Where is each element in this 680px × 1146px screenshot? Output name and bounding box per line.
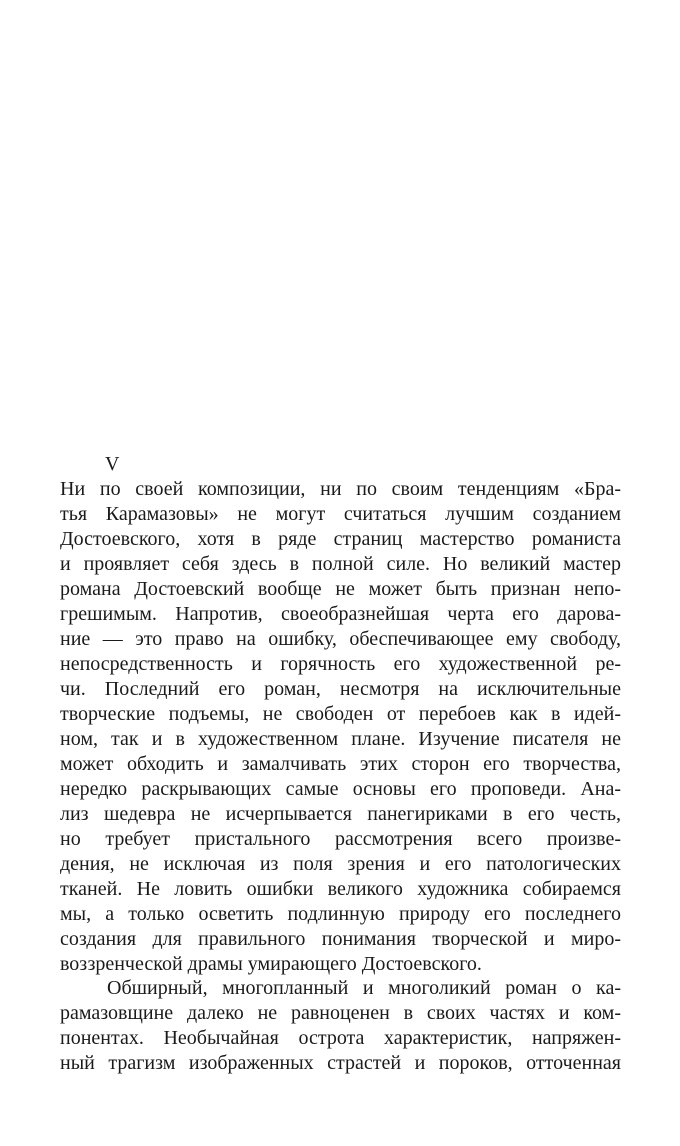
text-line: ном, так и в художественном плане. Изучение писателя не bbox=[60, 728, 621, 750]
text-line: лиз шедевра не исчерпывается панегириками в его честь, bbox=[60, 803, 621, 825]
text-line: и проявляет себя здесь в полной силе. Но великий мастер bbox=[60, 553, 621, 575]
text-line: создания для правильного понимания творческой и миро- bbox=[60, 928, 621, 950]
text-line: романа Достоевский вообще не может быть признан непо- bbox=[60, 578, 621, 600]
text-line: нередко раскрывающих самые основы его проповеди. Ана- bbox=[60, 778, 621, 800]
text-line: чи. Последний его роман, несмотря на исключительные bbox=[60, 678, 621, 700]
text-line: тья Карамазовы» не могут считаться лучшим созданием bbox=[60, 503, 621, 525]
text-line: творческие подъемы, не свободен от перебоев как в идей- bbox=[60, 703, 621, 725]
text-line: дения, не исключая из поля зрения и его патологических bbox=[60, 853, 621, 875]
text-line: ный трагизм изображенных страстей и пороков, отточенная bbox=[60, 1052, 621, 1074]
paragraph-1 bbox=[60, 477, 621, 977]
text-line: непосредственность и горячность его художественной ре- bbox=[60, 653, 621, 675]
text-line: мы, а только осветить подлинную природу его последнего bbox=[60, 903, 621, 925]
text-line: грешимым. Напротив, своеобразнейшая черта его дарова- bbox=[60, 603, 621, 625]
text-line: Обширный, многопланный и многоликий роман о ка- bbox=[107, 977, 621, 999]
text-line: Достоевского, хотя в ряде страниц мастерство романиста bbox=[60, 528, 621, 550]
paragraph-2 bbox=[60, 976, 621, 1076]
text-line: рамазовщине далеко не равноценен в своих частях и ком- bbox=[60, 1002, 621, 1024]
section-heading: V bbox=[105, 453, 120, 475]
text-line: Ни по своей композиции, ни по своим тенденциям «Бра- bbox=[60, 478, 621, 500]
text-line: но требует пристального рассмотрения всего произве- bbox=[60, 828, 621, 850]
text-line: тканей. Не ловить ошибки великого художника собираемся bbox=[60, 878, 621, 900]
text-line: воззренческой драмы умирающего Достоевского. bbox=[60, 953, 482, 975]
text-line: понентах. Необычайная острота характеристик, напряжен- bbox=[60, 1027, 621, 1049]
text-line: может обходить и замалчивать этих сторон его творчества, bbox=[60, 753, 621, 775]
text-line: ние — это право на ошибку, обеспечивающее ему свободу, bbox=[60, 628, 621, 650]
